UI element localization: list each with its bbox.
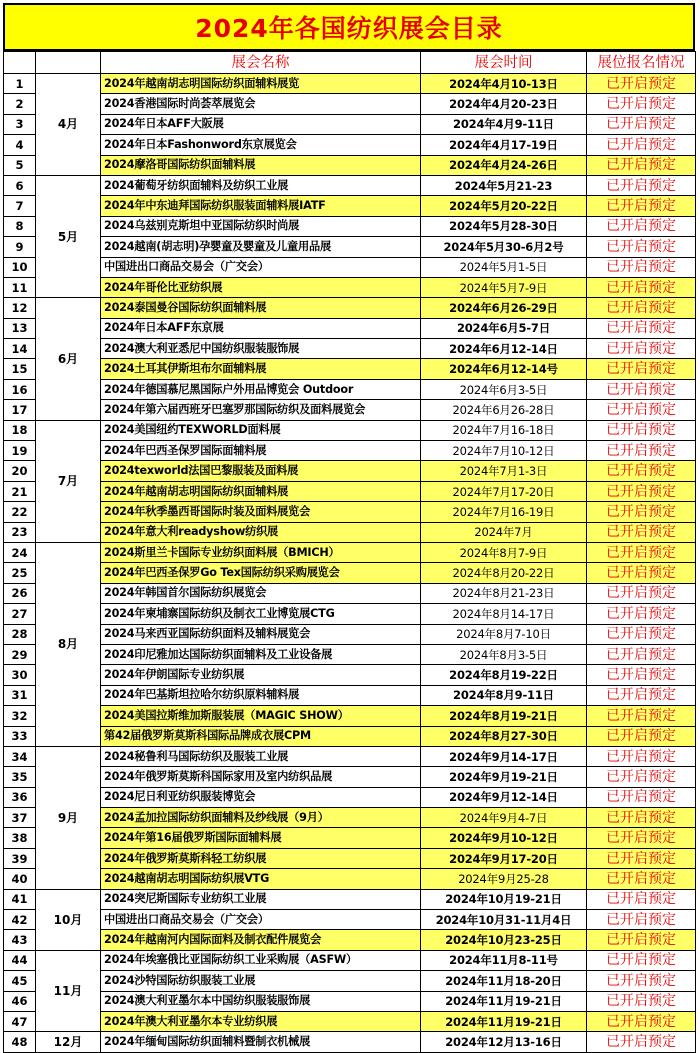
table-row bbox=[4, 848, 696, 868]
table-row bbox=[4, 1032, 696, 1052]
exhibition-name: 2024年埃塞俄比亚国际纺织工业采购展（ASFW） bbox=[101, 950, 421, 970]
row-number: 12 bbox=[4, 298, 36, 318]
booth-status: 已开启预定 bbox=[587, 889, 696, 909]
row-number: 8 bbox=[4, 216, 36, 236]
table-row bbox=[4, 298, 696, 318]
booth-status: 已开启预定 bbox=[587, 828, 696, 848]
booth-status: 已开启预定 bbox=[587, 1011, 696, 1031]
table-row bbox=[4, 665, 696, 685]
exhibition-date: 2024年8月9-11日 bbox=[421, 685, 587, 705]
exhibition-name: 2024年伊朗国际专业纺织展 bbox=[101, 665, 421, 685]
exhibition-name: 2024摩洛哥国际纺织面辅料展 bbox=[101, 155, 421, 175]
row-number: 39 bbox=[4, 848, 36, 868]
booth-status: 已开启预定 bbox=[587, 298, 696, 318]
exhibition-date: 2024年11月19-21日 bbox=[421, 1011, 587, 1031]
exhibition-name: 2024年哥伦比亚纺织展 bbox=[101, 277, 421, 297]
table-row bbox=[4, 441, 696, 461]
month-group-label: 12月 bbox=[36, 1032, 101, 1052]
booth-status: 已开启预定 bbox=[587, 481, 696, 501]
row-number: 2 bbox=[4, 94, 36, 114]
exhibition-name: 2024texworld法国巴黎服装及面料展 bbox=[101, 461, 421, 481]
booth-status: 已开启预定 bbox=[587, 971, 696, 991]
row-number: 13 bbox=[4, 318, 36, 338]
exhibition-name: 2024泰国曼谷国际纺织面辅料展 bbox=[101, 298, 421, 318]
exhibition-date: 2024年8月7-9日 bbox=[421, 542, 587, 562]
exhibition-name: 2024年日本AFF大阪展 bbox=[101, 114, 421, 134]
table-row bbox=[4, 808, 696, 828]
booth-status: 已开启预定 bbox=[587, 94, 696, 114]
table-row bbox=[4, 910, 696, 930]
row-number: 14 bbox=[4, 339, 36, 359]
table-row bbox=[4, 583, 696, 603]
table-row bbox=[4, 175, 696, 195]
table-row bbox=[4, 237, 696, 257]
exhibition-date: 2024年10月19-21日 bbox=[421, 889, 587, 909]
header-month bbox=[36, 52, 101, 74]
table-row bbox=[4, 1011, 696, 1031]
exhibition-name: 2024年巴基斯坦拉哈尔纺织原料辅料展 bbox=[101, 685, 421, 705]
table-row bbox=[4, 114, 696, 134]
exhibition-date: 2024年9月14-17日 bbox=[421, 746, 587, 766]
exhibition-name: 2024葡萄牙纺织面辅料及纺织工业展 bbox=[101, 175, 421, 195]
booth-status: 已开启预定 bbox=[587, 930, 696, 950]
table-row bbox=[4, 155, 696, 175]
exhibition-date: 2024年6月5-7日 bbox=[421, 318, 587, 338]
booth-status: 已开启预定 bbox=[587, 135, 696, 155]
exhibition-name: 2024年日本Fashonword东京展览会 bbox=[101, 135, 421, 155]
exhibition-name: 2024年第16届俄罗斯国际面辅料展 bbox=[101, 828, 421, 848]
row-number: 28 bbox=[4, 624, 36, 644]
header-exhibition-name: 展会名称 bbox=[101, 52, 421, 74]
table-row bbox=[4, 971, 696, 991]
exhibition-date: 2024年7月16-19日 bbox=[421, 502, 587, 522]
row-number: 48 bbox=[4, 1032, 36, 1052]
exhibition-date: 2024年5月7-9日 bbox=[421, 277, 587, 297]
booth-status: 已开启预定 bbox=[587, 1032, 696, 1052]
row-number: 46 bbox=[4, 991, 36, 1011]
month-group-label: 11月 bbox=[36, 950, 101, 1032]
exhibition-date: 2024年5月28-30日 bbox=[421, 216, 587, 236]
table-row bbox=[4, 420, 696, 440]
table-row bbox=[4, 135, 696, 155]
row-number: 21 bbox=[4, 481, 36, 501]
row-number: 34 bbox=[4, 746, 36, 766]
table-row bbox=[4, 257, 696, 277]
exhibition-name: 2024年韩国首尔国际纺织展览会 bbox=[101, 583, 421, 603]
exhibition-date: 2024年6月3-5日 bbox=[421, 379, 587, 399]
exhibition-name: 2024印尼雅加达国际纺织面辅料及工业设备展 bbox=[101, 644, 421, 664]
month-group-label: 6月 bbox=[36, 298, 101, 420]
exhibition-date: 2024年9月10-12日 bbox=[421, 828, 587, 848]
exhibition-name: 2024年中东迪拜国际纺织服装面辅料展IATF bbox=[101, 196, 421, 216]
exhibition-date: 2024年6月26-29日 bbox=[421, 298, 587, 318]
table-row bbox=[4, 950, 696, 970]
booth-status: 已开启预定 bbox=[587, 155, 696, 175]
booth-status: 已开启预定 bbox=[587, 583, 696, 603]
exhibition-date: 2024年7月1-3日 bbox=[421, 461, 587, 481]
row-number: 7 bbox=[4, 196, 36, 216]
table-row bbox=[4, 94, 696, 114]
row-number: 11 bbox=[4, 277, 36, 297]
exhibition-date: 2024年8月3-5日 bbox=[421, 644, 587, 664]
exhibition-name: 2024斯里兰卡国际专业纺织面料展（BMICH） bbox=[101, 542, 421, 562]
booth-status: 已开启预定 bbox=[587, 563, 696, 583]
exhibition-date: 2024年8月19-22日 bbox=[421, 665, 587, 685]
row-number: 4 bbox=[4, 135, 36, 155]
exhibition-date: 2024年8月21-23日 bbox=[421, 583, 587, 603]
exhibition-date: 2024年4月10-13日 bbox=[421, 74, 587, 94]
row-number: 23 bbox=[4, 522, 36, 542]
header-exhibition-date: 展会时间 bbox=[421, 52, 587, 74]
booth-status: 已开启预定 bbox=[587, 950, 696, 970]
header-number bbox=[4, 52, 36, 74]
exhibition-name: 第42届俄罗斯莫斯科国际品牌成衣展CPM bbox=[101, 726, 421, 746]
table-row bbox=[4, 726, 696, 746]
table-row bbox=[4, 563, 696, 583]
booth-status: 已开启预定 bbox=[587, 644, 696, 664]
table-row bbox=[4, 277, 696, 297]
exhibition-date: 2024年9月17-20日 bbox=[421, 848, 587, 868]
row-number: 45 bbox=[4, 971, 36, 991]
exhibition-name: 2024年意大利readyshow纺织展 bbox=[101, 522, 421, 542]
exhibition-date: 2024年6月12-14日 bbox=[421, 339, 587, 359]
title-bar bbox=[3, 3, 695, 51]
row-number: 40 bbox=[4, 869, 36, 889]
row-number: 47 bbox=[4, 1011, 36, 1031]
booth-status: 已开启预定 bbox=[587, 910, 696, 930]
exhibition-name: 2024乌兹别克斯坦中亚国际纺织时尚展 bbox=[101, 216, 421, 236]
table-row bbox=[4, 787, 696, 807]
row-number: 35 bbox=[4, 767, 36, 787]
table-row bbox=[4, 706, 696, 726]
table-row bbox=[4, 767, 696, 787]
month-group-label: 9月 bbox=[36, 746, 101, 889]
exhibition-name: 2024年越南胡志明国际纺织面辅料展览 bbox=[101, 74, 421, 94]
exhibition-name: 2024美国拉斯维加斯服装展（MAGIC SHOW） bbox=[101, 706, 421, 726]
month-group-label: 10月 bbox=[36, 889, 101, 950]
row-number: 37 bbox=[4, 808, 36, 828]
booth-status: 已开启预定 bbox=[587, 665, 696, 685]
exhibition-date: 2024年9月12-14日 bbox=[421, 787, 587, 807]
exhibition-date: 2024年4月24-26日 bbox=[421, 155, 587, 175]
exhibition-name: 2024年俄罗斯莫斯科国际家用及室内纺织品展 bbox=[101, 767, 421, 787]
row-number: 16 bbox=[4, 379, 36, 399]
table-row bbox=[4, 216, 696, 236]
exhibition-date: 2024年11月18-20日 bbox=[421, 971, 587, 991]
row-number: 6 bbox=[4, 175, 36, 195]
exhibition-name: 2024香港国际时尚荟萃展览会 bbox=[101, 94, 421, 114]
exhibition-name: 2024年越南胡志明国际纺织面辅料展 bbox=[101, 481, 421, 501]
booth-status: 已开启预定 bbox=[587, 869, 696, 889]
exhibition-date: 2024年8月27-30日 bbox=[421, 726, 587, 746]
booth-status: 已开启预定 bbox=[587, 420, 696, 440]
exhibition-name: 2024土耳其伊斯坦布尔面辅料展 bbox=[101, 359, 421, 379]
booth-status: 已开启预定 bbox=[587, 746, 696, 766]
exhibition-date: 2024年8月7-10日 bbox=[421, 624, 587, 644]
row-number: 27 bbox=[4, 604, 36, 624]
exhibition-date: 2024年11月19-21日 bbox=[421, 991, 587, 1011]
exhibition-date: 2024年6月26-28日 bbox=[421, 400, 587, 420]
row-number: 42 bbox=[4, 910, 36, 930]
month-group-label: 4月 bbox=[36, 74, 101, 176]
exhibition-name: 2024越南(胡志明)孕婴童及婴童及儿童用品展 bbox=[101, 237, 421, 257]
exhibition-name: 2024年柬埔寨国际纺织及制衣工业博览展CTG bbox=[101, 604, 421, 624]
booth-status: 已开启预定 bbox=[587, 237, 696, 257]
row-number: 10 bbox=[4, 257, 36, 277]
booth-status: 已开启预定 bbox=[587, 196, 696, 216]
table-row bbox=[4, 196, 696, 216]
table-row bbox=[4, 991, 696, 1011]
exhibition-date: 2024年8月20-22日 bbox=[421, 563, 587, 583]
booth-status: 已开启预定 bbox=[587, 339, 696, 359]
booth-status: 已开启预定 bbox=[587, 848, 696, 868]
month-group-label: 5月 bbox=[36, 175, 101, 297]
row-number: 15 bbox=[4, 359, 36, 379]
row-number: 33 bbox=[4, 726, 36, 746]
exhibition-date: 2024年4月9-11日 bbox=[421, 114, 587, 134]
exhibition-name: 2024年秋季墨西哥国际时装及面料展览会 bbox=[101, 502, 421, 522]
exhibition-date: 2024年9月19-21日 bbox=[421, 767, 587, 787]
month-group-label: 8月 bbox=[36, 542, 101, 746]
table-row bbox=[4, 461, 696, 481]
table-row bbox=[4, 502, 696, 522]
row-number: 41 bbox=[4, 889, 36, 909]
exhibition-name: 2024澳大利亚墨尔本中国纺织服装服饰展 bbox=[101, 991, 421, 1011]
booth-status: 已开启预定 bbox=[587, 216, 696, 236]
month-group-label: 7月 bbox=[36, 420, 101, 542]
exhibition-name: 2024年澳大利亚墨尔本专业纺织展 bbox=[101, 1011, 421, 1031]
booth-status: 已开启预定 bbox=[587, 114, 696, 134]
page-title: 2024年各国纺织展会目录 bbox=[195, 14, 503, 43]
row-number: 24 bbox=[4, 542, 36, 562]
exhibition-date: 2024年8月19-21日 bbox=[421, 706, 587, 726]
exhibition-date: 2024年12月13-16日 bbox=[421, 1032, 587, 1052]
row-number: 30 bbox=[4, 665, 36, 685]
exhibition-name: 2024孟加拉国际纺织面辅料及纱线展（9月） bbox=[101, 808, 421, 828]
booth-status: 已开启预定 bbox=[587, 461, 696, 481]
booth-status: 已开启预定 bbox=[587, 502, 696, 522]
exhibition-date: 2024年7月16-18日 bbox=[421, 420, 587, 440]
row-number: 3 bbox=[4, 114, 36, 134]
exhibition-name: 2024越南胡志明国际纺织展VTG bbox=[101, 869, 421, 889]
exhibition-date: 2024年5月20-22日 bbox=[421, 196, 587, 216]
exhibition-date: 2024年4月20-23日 bbox=[421, 94, 587, 114]
table-body bbox=[4, 74, 696, 1053]
row-number: 18 bbox=[4, 420, 36, 440]
row-number: 26 bbox=[4, 583, 36, 603]
exhibition-date: 2024年5月21-23 bbox=[421, 175, 587, 195]
table-row bbox=[4, 930, 696, 950]
booth-status: 已开启预定 bbox=[587, 604, 696, 624]
table-row bbox=[4, 481, 696, 501]
header-booth-status: 展位报名情况 bbox=[587, 52, 696, 74]
booth-status: 已开启预定 bbox=[587, 257, 696, 277]
booth-status: 已开启预定 bbox=[587, 74, 696, 94]
exhibition-name: 中国进出口商品交易会（广交会） bbox=[101, 910, 421, 930]
row-number: 44 bbox=[4, 950, 36, 970]
exhibition-name: 2024突尼斯国际专业纺织工业展 bbox=[101, 889, 421, 909]
exhibition-name: 2024年巴西圣保罗国际面辅料展 bbox=[101, 441, 421, 461]
row-number: 19 bbox=[4, 441, 36, 461]
exhibition-date: 2024年8月14-17日 bbox=[421, 604, 587, 624]
exhibition-date: 2024年10月23-25日 bbox=[421, 930, 587, 950]
exhibition-name: 2024美国纽约TEXWORLD面料展 bbox=[101, 420, 421, 440]
booth-status: 已开启预定 bbox=[587, 379, 696, 399]
exhibition-date: 2024年5月30-6月2号 bbox=[421, 237, 587, 257]
exhibition-name: 2024年越南河内国际面料及制衣配件展览会 bbox=[101, 930, 421, 950]
exhibition-date: 2024年4月17-19日 bbox=[421, 135, 587, 155]
table-row bbox=[4, 624, 696, 644]
row-number: 20 bbox=[4, 461, 36, 481]
booth-status: 已开启预定 bbox=[587, 542, 696, 562]
exhibition-date: 2024年10月31-11月4日 bbox=[421, 910, 587, 930]
row-number: 38 bbox=[4, 828, 36, 848]
table-row bbox=[4, 869, 696, 889]
exhibition-name: 2024马来西亚国际纺织面料及辅料展览会 bbox=[101, 624, 421, 644]
table-row bbox=[4, 889, 696, 909]
booth-status: 已开启预定 bbox=[587, 400, 696, 420]
table-row bbox=[4, 339, 696, 359]
booth-status: 已开启预定 bbox=[587, 624, 696, 644]
exhibition-name: 中国进出口商品交易会（广交会） bbox=[101, 257, 421, 277]
exhibition-date: 2024年11月8-11号 bbox=[421, 950, 587, 970]
exhibition-name: 2024年俄罗斯莫斯科轻工纺织展 bbox=[101, 848, 421, 868]
booth-status: 已开启预定 bbox=[587, 522, 696, 542]
row-number: 31 bbox=[4, 685, 36, 705]
table-row bbox=[4, 318, 696, 338]
exhibition-name: 2024尼日利亚纺织服装博览会 bbox=[101, 787, 421, 807]
row-number: 43 bbox=[4, 930, 36, 950]
booth-status: 已开启预定 bbox=[587, 787, 696, 807]
table-row bbox=[4, 400, 696, 420]
row-number: 29 bbox=[4, 644, 36, 664]
row-number: 22 bbox=[4, 502, 36, 522]
row-number: 9 bbox=[4, 237, 36, 257]
table-row bbox=[4, 522, 696, 542]
table-row bbox=[4, 644, 696, 664]
table-row bbox=[4, 685, 696, 705]
booth-status: 已开启预定 bbox=[587, 767, 696, 787]
exhibition-name: 2024年日本AFF东京展 bbox=[101, 318, 421, 338]
exhibition-date: 2024年9月25-28 bbox=[421, 869, 587, 889]
table-row bbox=[4, 359, 696, 379]
exhibition-name: 2024澳大利亚悉尼中国纺织服装服饰展 bbox=[101, 339, 421, 359]
exhibition-name: 2024秘鲁利马国际纺织及服装工业展 bbox=[101, 746, 421, 766]
table-row bbox=[4, 604, 696, 624]
exhibition-date: 2024年9月4-7日 bbox=[421, 808, 587, 828]
exhibition-table bbox=[3, 51, 696, 1053]
exhibition-name: 2024沙特国际纺织服装工业展 bbox=[101, 971, 421, 991]
booth-status: 已开启预定 bbox=[587, 175, 696, 195]
booth-status: 已开启预定 bbox=[587, 277, 696, 297]
row-number: 36 bbox=[4, 787, 36, 807]
exhibition-name: 2024年第六届西班牙巴塞罗那国际纺织及面料展览会 bbox=[101, 400, 421, 420]
booth-status: 已开启预定 bbox=[587, 685, 696, 705]
exhibition-date: 2024年5月1-5日 bbox=[421, 257, 587, 277]
exhibition-date: 2024年7月17-20日 bbox=[421, 481, 587, 501]
row-number: 25 bbox=[4, 563, 36, 583]
table-row bbox=[4, 828, 696, 848]
booth-status: 已开启预定 bbox=[587, 991, 696, 1011]
table-header-row bbox=[4, 52, 696, 74]
row-number: 1 bbox=[4, 74, 36, 94]
table-row bbox=[4, 379, 696, 399]
booth-status: 已开启预定 bbox=[587, 808, 696, 828]
exhibition-date: 2024年7月10-12日 bbox=[421, 441, 587, 461]
exhibition-name: 2024年缅甸国际纺织面辅料暨制衣机械展 bbox=[101, 1032, 421, 1052]
booth-status: 已开启预定 bbox=[587, 441, 696, 461]
booth-status: 已开启预定 bbox=[587, 706, 696, 726]
exhibition-date: 2024年6月12-14号 bbox=[421, 359, 587, 379]
exhibition-date: 2024年7月 bbox=[421, 522, 587, 542]
table-row bbox=[4, 74, 696, 94]
row-number: 17 bbox=[4, 400, 36, 420]
booth-status: 已开启预定 bbox=[587, 726, 696, 746]
exhibition-name: 2024年巴西圣保罗Go Tex国际纺织采购展览会 bbox=[101, 563, 421, 583]
exhibition-name: 2024年德国慕尼黑国际户外用品博览会 Outdoor bbox=[101, 379, 421, 399]
row-number: 32 bbox=[4, 706, 36, 726]
booth-status: 已开启预定 bbox=[587, 318, 696, 338]
table-row bbox=[4, 542, 696, 562]
row-number: 5 bbox=[4, 155, 36, 175]
exhibition-directory-sheet bbox=[3, 3, 695, 1053]
booth-status: 已开启预定 bbox=[587, 359, 696, 379]
table-row bbox=[4, 746, 696, 766]
